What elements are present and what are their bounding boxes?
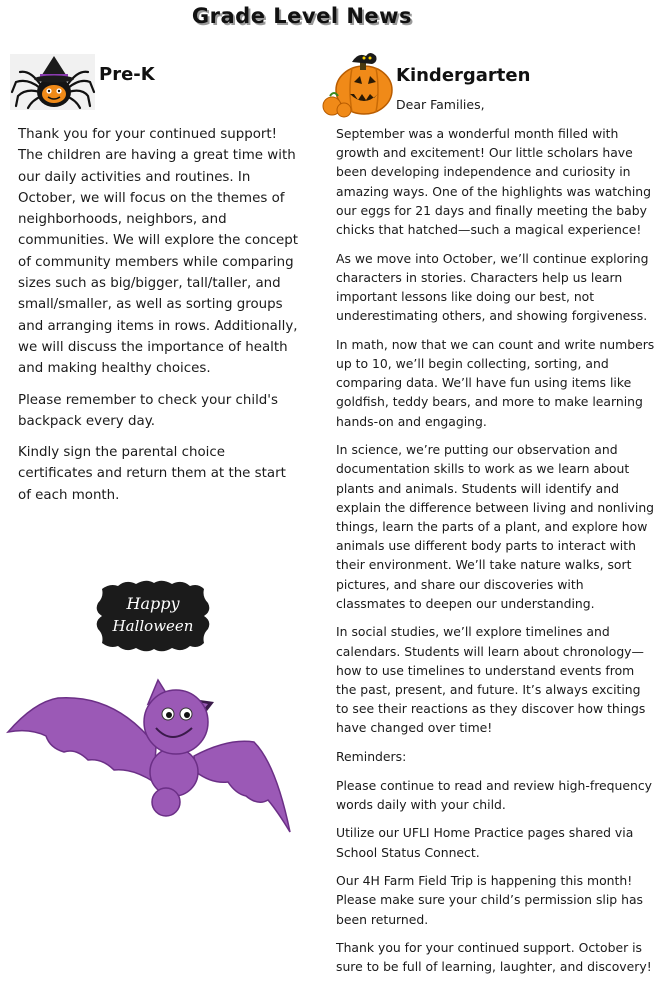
kindergarten-paragraph: In social studies, we’ll explore timelines and calendars. Students will learn about chronology—how to use timelines to understand events from the past, present, and future. It’s always exciting to see their reactions as they discover how things have changed over time! [336,624,646,736]
kindergarten-paragraph: As we move into October, we’ll continue exploring characters in stories. Characters help us learn important lessons like doing our best, not underestimating others, and showing forgiveness. [336,250,649,324]
sign-text-halloween: Halloween [112,617,194,635]
page-title: Grade Level News [191,4,413,28]
reminders-label: Reminders: [336,749,407,765]
prek-paragraph: Please remember to check your child's backpack every day. [18,392,278,429]
spider-clipart [10,54,95,110]
spider-icon [10,54,95,110]
kindergarten-paragraph: In science, we’re putting our observation and documentation skills to work as we learn about plants and animals. Students will identify and explain the difference between living and nonliving things, learn the parts of a plant, and explore how animals use different body parts to interact with their environment. We’ll take nature walks, sort pictures, and share our discoveries with classmates to deepen our understanding. [336,442,655,611]
kindergarten-greeting: Dear Families, [396,97,485,112]
prek-paragraph: Thank you for your continued support! The children are having a great time with our daily activities and routines. In October, we will focus on the themes of neighborhoods, neighbors, and communities. We will explore the concept of community members while comparing sizes such as big/bigger, tall/taller, and small/smaller, as well as sorting groups and arranging items in rows. Additionally, we will discuss the importance of health and making healthy choices. [18,127,299,377]
kindergarten-body [336,124,656,986]
prek-heading: Pre-K [99,64,155,85]
bat-clipart [6,676,296,836]
reminder-item: Please continue to read and review high-frequency words daily with your child. [336,777,652,812]
kindergarten-paragraph: September was a wonderful month filled with growth and excitement! Our little scholars have been developing independence and curiosity in amazing ways. One of the highlights was watching our eggs for 21 days and finally meeting the baby chicks that hatched—such a magical experience! [336,126,651,238]
reminder-item: Utilize our UFLI Home Practice pages shared via School Status Connect. [336,825,634,860]
kindergarten-paragraph: In math, now that we can count and write numbers up to 10, we’ll begin collecting, sorting, and comparing data. We’ll have fun using items like goldfish, teddy bears, and more to make learning hands-on and engaging. [336,336,655,429]
kindergarten-heading: Kindergarten [396,65,531,86]
reminder-item: Our 4H Farm Field Trip is happening this month! Please make sure your child’s permission slip has been returned. [336,873,643,927]
sign-text-happy: Happy [126,594,180,613]
prek-body [18,124,303,516]
happy-halloween-sign [92,577,215,655]
kindergarten-closing: Thank you for your continued support. October is sure to be full of learning, laughter, and discovery! [336,940,652,975]
pumpkin-clipart [322,50,396,118]
prek-paragraph: Kindly sign the parental choice certificates and return them at the start of each month. [18,445,286,503]
